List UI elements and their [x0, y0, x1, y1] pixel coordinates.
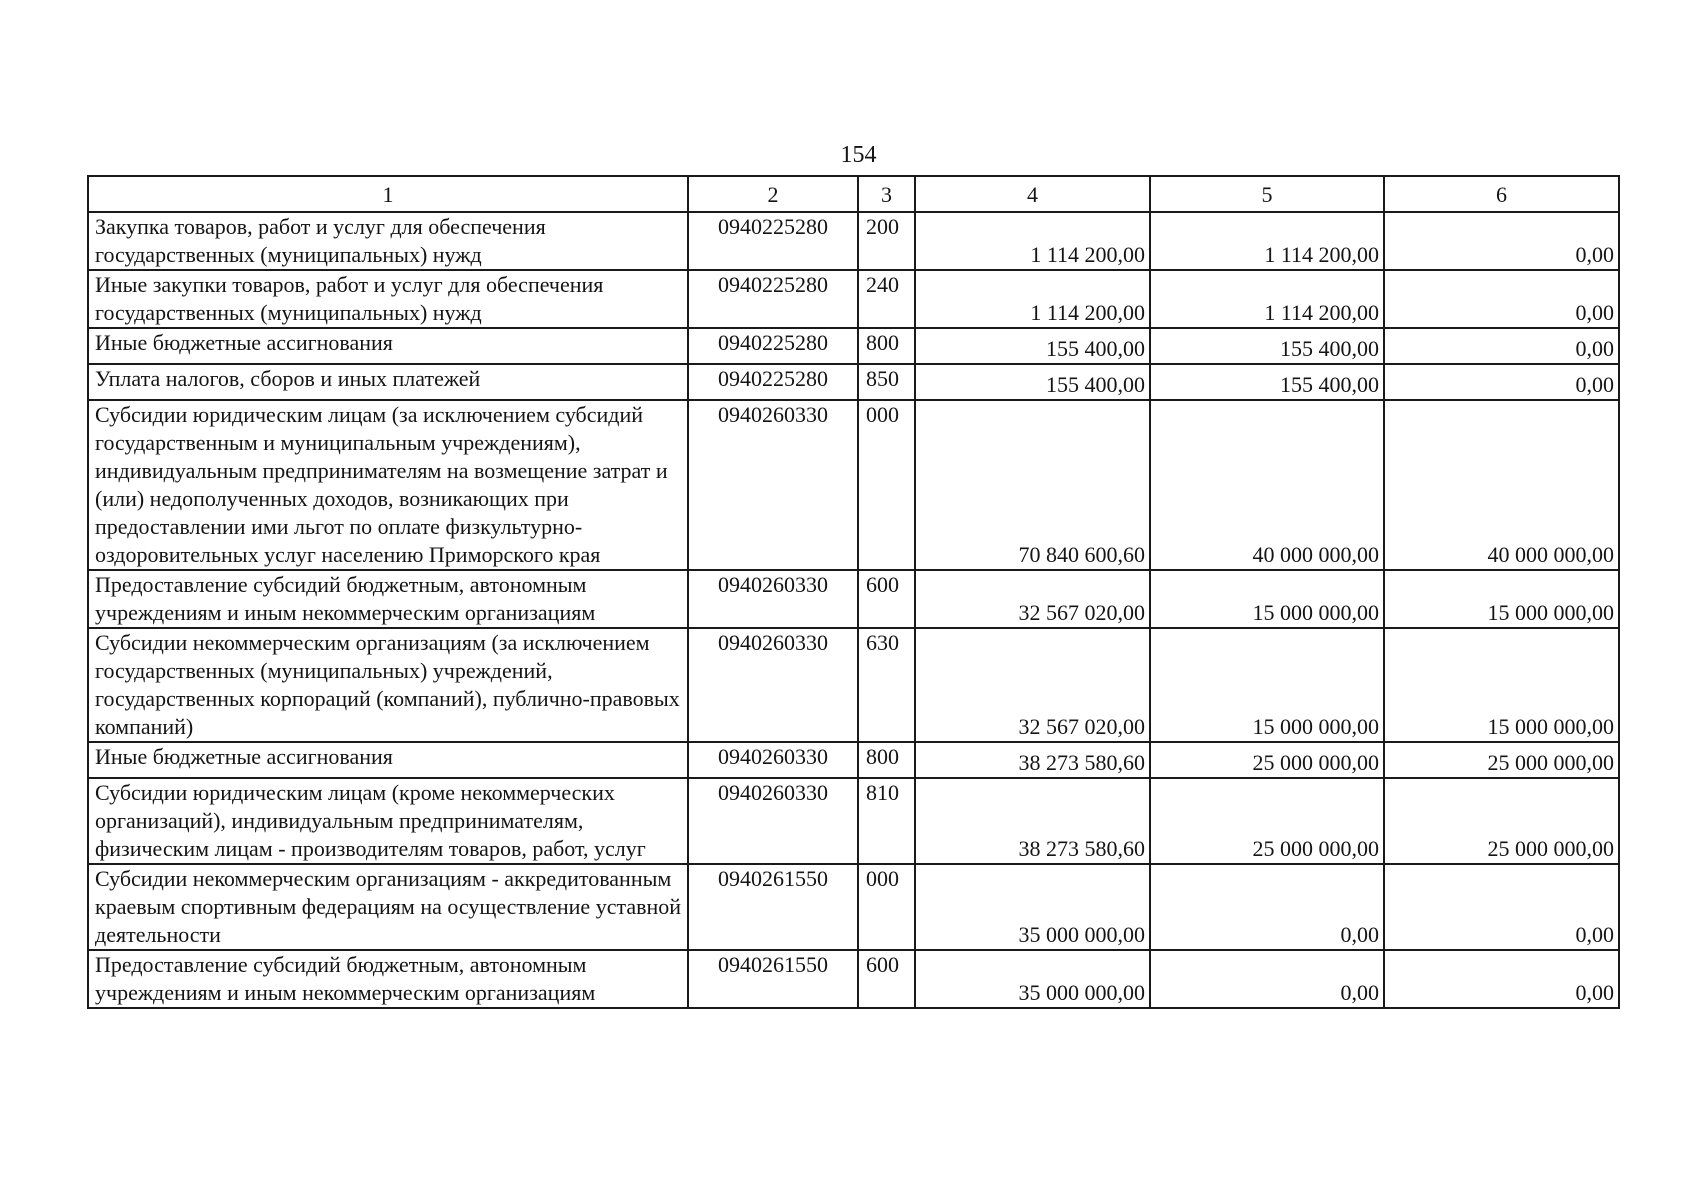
table-row	[88, 628, 1619, 742]
column-header: 1	[88, 176, 688, 212]
row-amount-col5: 15 000 000,00	[1150, 570, 1384, 628]
row-amount-col6: 0,00	[1384, 864, 1619, 950]
row-amount-col4: 155 400,00	[915, 328, 1150, 364]
row-amount-col6: 15 000 000,00	[1384, 570, 1619, 628]
row-code-cell: 0940260330	[688, 570, 858, 628]
table-header-row	[88, 176, 1619, 212]
row-amount-col5: 155 400,00	[1150, 364, 1384, 400]
table-row	[88, 778, 1619, 864]
table-row	[88, 212, 1619, 270]
row-type-cell: 630	[858, 628, 915, 742]
row-code-cell: 0940225280	[688, 328, 858, 364]
row-amount-col4: 32 567 020,00	[915, 570, 1150, 628]
row-code-cell: 0940261550	[688, 864, 858, 950]
row-code-cell: 0940260330	[688, 628, 858, 742]
budget-table	[87, 175, 1620, 1009]
page-number: 154	[840, 142, 877, 168]
row-name-cell: Иные бюджетные ассигнования	[88, 328, 688, 364]
row-amount-col4: 38 273 580,60	[915, 778, 1150, 864]
table-row	[88, 400, 1619, 570]
row-amount-col5: 40 000 000,00	[1150, 400, 1384, 570]
row-amount-col5: 25 000 000,00	[1150, 778, 1384, 864]
row-name-cell: Предоставление субсидий бюджетным, автономным учреждениям и иным некоммерческим организациям	[88, 950, 688, 1008]
row-amount-col6: 40 000 000,00	[1384, 400, 1619, 570]
row-type-cell: 800	[858, 742, 915, 778]
column-header: 6	[1384, 176, 1619, 212]
row-amount-col6: 25 000 000,00	[1384, 742, 1619, 778]
row-name-cell: Субсидии некоммерческим организациям - аккредитованным краевым спортивным федерациям на осуществление уставной деятельности	[88, 864, 688, 950]
row-amount-col4: 1 114 200,00	[915, 270, 1150, 328]
row-amount-col4: 1 114 200,00	[915, 212, 1150, 270]
row-name-cell: Субсидии юридическим лицам (за исключением субсидий государственным и муниципальным учреждениям), индивидуальным предпринимателям на возмещение затрат и (или) недополученных доходов, возникающих при предоставлении ими льгот по оплате физкультурно-оздоровительных услуг населению Приморского края	[88, 400, 688, 570]
row-amount-col4: 32 567 020,00	[915, 628, 1150, 742]
row-name-cell: Субсидии юридическим лицам (кроме некоммерческих организаций), индивидуальным предпринимателям, физическим лицам - производителям товаров, работ, услуг	[88, 778, 688, 864]
row-amount-col5: 25 000 000,00	[1150, 742, 1384, 778]
row-amount-col4: 155 400,00	[915, 364, 1150, 400]
row-code-cell: 0940261550	[688, 950, 858, 1008]
row-amount-col6: 0,00	[1384, 270, 1619, 328]
row-amount-col6: 0,00	[1384, 364, 1619, 400]
row-type-cell: 200	[858, 212, 915, 270]
table-row	[88, 950, 1619, 1008]
row-type-cell: 600	[858, 570, 915, 628]
row-amount-col6: 15 000 000,00	[1384, 628, 1619, 742]
table-row	[88, 570, 1619, 628]
column-header: 3	[858, 176, 915, 212]
row-name-cell: Иные закупки товаров, работ и услуг для обеспечения государственных (муниципальных) нужд	[88, 270, 688, 328]
row-type-cell: 600	[858, 950, 915, 1008]
row-amount-col4: 35 000 000,00	[915, 864, 1150, 950]
row-amount-col5: 155 400,00	[1150, 328, 1384, 364]
row-amount-col6: 25 000 000,00	[1384, 778, 1619, 864]
row-amount-col4: 38 273 580,60	[915, 742, 1150, 778]
table-row	[88, 864, 1619, 950]
row-type-cell: 240	[858, 270, 915, 328]
row-name-cell: Иные бюджетные ассигнования	[88, 742, 688, 778]
row-code-cell: 0940260330	[688, 742, 858, 778]
row-type-cell: 000	[858, 864, 915, 950]
row-amount-col5: 1 114 200,00	[1150, 270, 1384, 328]
row-type-cell: 850	[858, 364, 915, 400]
row-type-cell: 000	[858, 400, 915, 570]
row-amount-col5: 15 000 000,00	[1150, 628, 1384, 742]
row-amount-col4: 35 000 000,00	[915, 950, 1150, 1008]
row-amount-col6: 0,00	[1384, 950, 1619, 1008]
row-name-cell: Предоставление субсидий бюджетным, автономным учреждениям и иным некоммерческим организациям	[88, 570, 688, 628]
row-code-cell: 0940225280	[688, 212, 858, 270]
row-code-cell: 0940260330	[688, 778, 858, 864]
row-type-cell: 810	[858, 778, 915, 864]
row-amount-col6: 0,00	[1384, 212, 1619, 270]
row-amount-col6: 0,00	[1384, 328, 1619, 364]
column-header: 4	[915, 176, 1150, 212]
table-row	[88, 270, 1619, 328]
table-row	[88, 364, 1619, 400]
row-amount-col5: 0,00	[1150, 950, 1384, 1008]
row-amount-col5: 1 114 200,00	[1150, 212, 1384, 270]
row-amount-col5: 0,00	[1150, 864, 1384, 950]
row-code-cell: 0940225280	[688, 364, 858, 400]
row-name-cell: Субсидии некоммерческим организациям (за исключением государственных (муниципальных) учреждений, государственных корпораций (компаний), публично-правовых компаний)	[88, 628, 688, 742]
row-amount-col4: 70 840 600,60	[915, 400, 1150, 570]
column-header: 2	[688, 176, 858, 212]
row-name-cell: Закупка товаров, работ и услуг для обеспечения государственных (муниципальных) нужд	[88, 212, 688, 270]
row-type-cell: 800	[858, 328, 915, 364]
column-header: 5	[1150, 176, 1384, 212]
table-row	[88, 328, 1619, 364]
row-name-cell: Уплата налогов, сборов и иных платежей	[88, 364, 688, 400]
table-row	[88, 742, 1619, 778]
row-code-cell: 0940260330	[688, 400, 858, 570]
row-code-cell: 0940225280	[688, 270, 858, 328]
